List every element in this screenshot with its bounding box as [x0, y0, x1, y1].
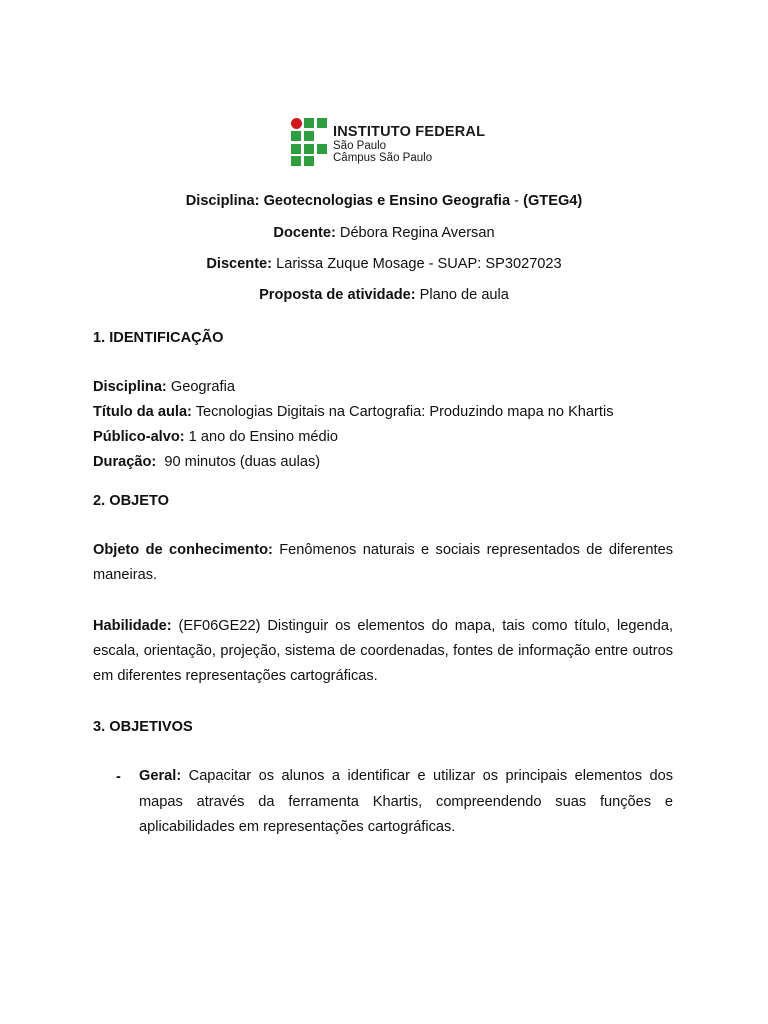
geral-value: Capacitar os alunos a identificar e utilizar os principais elementos dos mapas através da ferramenta Khartis, compreendendo suas funções e aplicabilidades em representações cartográficas.: [139, 768, 673, 835]
item-label: Público-alvo:: [93, 429, 185, 445]
docente-value: Débora Regina Aversan: [335, 225, 495, 241]
proposta-line: [0, 286, 768, 304]
identificacao-item-duracao: [93, 450, 673, 475]
discente-value: Larissa Zuque Mosage - SUAP: SP3027023: [272, 256, 562, 272]
identificacao-list: [93, 375, 673, 475]
disciplina-sep: -: [510, 193, 524, 209]
if-logo-grid-icon: [291, 118, 329, 166]
item-value: 1 ano do Ensino médio: [184, 429, 338, 445]
objeto-value: Fenômenos naturais e sociais representados de diferentes maneiras.: [93, 542, 673, 583]
if-logo-text: [333, 125, 485, 164]
item-label: Disciplina:: [93, 379, 167, 395]
proposta-label: Proposta de atividade:: [259, 287, 416, 303]
item-value: Tecnologias Digitais na Cartografia: Produzindo mapa no Khartis: [191, 404, 614, 420]
objetivo-geral: [139, 764, 673, 841]
disciplina-line: [0, 192, 768, 210]
habilidade-label: Habilidade:: [93, 618, 172, 634]
logo-line1: São Paulo: [333, 140, 387, 152]
section3-heading: 3. OBJETIVOS: [93, 719, 193, 735]
identificacao-item-publico: [93, 425, 673, 450]
item-label: Título da aula:: [93, 404, 192, 420]
habilidade-paragraph: [93, 614, 673, 689]
docente-label: Docente:: [273, 225, 336, 241]
item-value: Geografia: [166, 379, 235, 395]
proposta-value: Plano de aula: [415, 287, 509, 303]
objeto-label: Objeto de conhecimento:: [93, 542, 273, 558]
habilidade-value: (EF06GE22) Distinguir os elementos do mapa, tais como título, legenda, escala, orientação, projeção, sistema de coordenadas, fontes de informação entre outros em diferentes representações cartográficas.: [93, 618, 673, 684]
disciplina-label: Disciplina: Geotecnologias e Ensino Geografia: [185, 193, 511, 209]
discente-label: Discente:: [206, 256, 273, 272]
identificacao-item-disciplina: [93, 375, 673, 400]
logo-line2: Câmpus São Paulo: [333, 152, 433, 164]
logo-red-dot: [291, 118, 302, 129]
identificacao-item-titulo: [93, 400, 673, 425]
discente-line: [0, 255, 768, 273]
section1-heading: 1. IDENTIFICAÇÃO: [93, 330, 224, 346]
disciplina-code: (GTEG4): [523, 193, 583, 209]
item-label: Duração:: [93, 454, 157, 470]
docente-line: [0, 224, 768, 242]
item-value: 90 minutos (duas aulas): [156, 454, 321, 470]
geral-label: Geral:: [139, 768, 182, 784]
bullet-marker: -: [116, 769, 121, 785]
section2-heading: 2. OBJETO: [93, 493, 169, 509]
objeto-paragraph: [93, 538, 673, 588]
logo-title: INSTITUTO FEDERAL: [333, 124, 486, 140]
